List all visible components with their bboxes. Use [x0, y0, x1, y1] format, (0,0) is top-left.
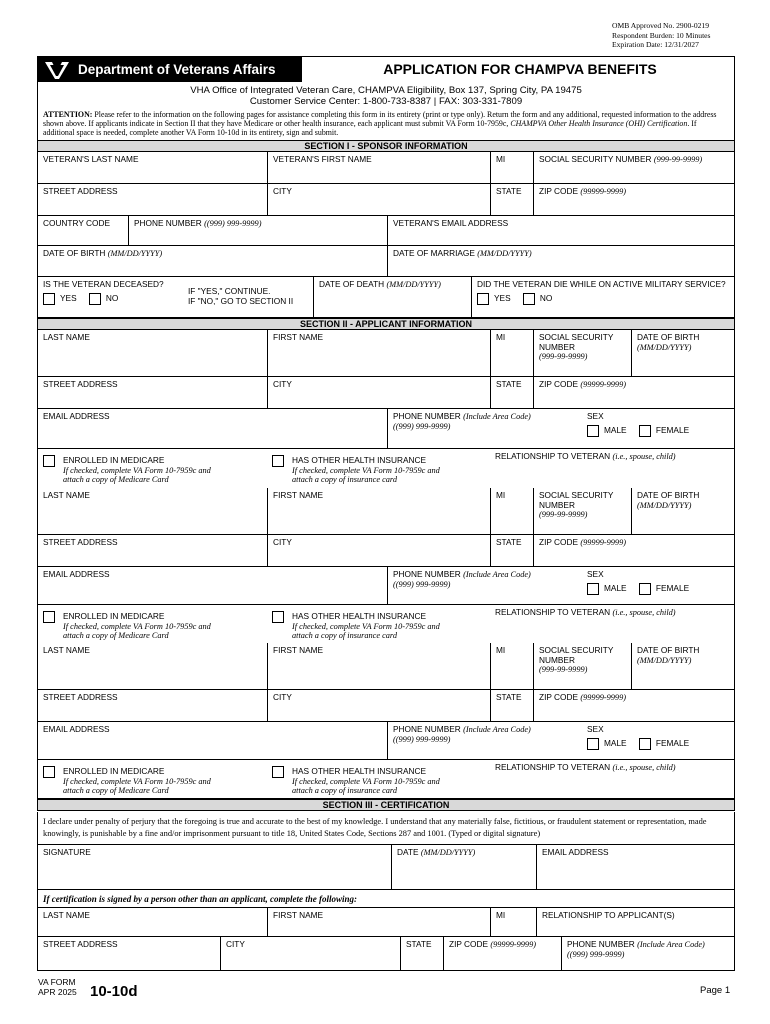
- applicant-1-last-name[interactable]: LAST NAME: [43, 332, 90, 342]
- applicant-2-email[interactable]: EMAIL ADDRESS: [43, 569, 110, 579]
- applicant-2-mi[interactable]: MI: [490, 488, 533, 534]
- applicant-3-female-checkbox[interactable]: [639, 738, 651, 750]
- applicant-1-relationship[interactable]: RELATIONSHIP TO VETERAN (i.e., spouse, child): [495, 451, 676, 461]
- active-yes-option[interactable]: YES: [477, 293, 511, 305]
- signer-last-name[interactable]: LAST NAME: [43, 910, 90, 920]
- section-3-header: SECTION III - CERTIFICATION: [37, 799, 735, 811]
- attention-text-end: . If additional space is needed, complete another VA Form 10-10d in its entirety, sign and submit.: [43, 119, 697, 137]
- department-name: Department of Veterans Affairs: [78, 62, 276, 77]
- signer-state[interactable]: STATE: [400, 937, 443, 970]
- active-service-question: DID THE VETERAN DIE WHILE ON ACTIVE MILITARY SERVICE? YES NO: [471, 277, 734, 317]
- attention-label: ATTENTION:: [43, 110, 93, 119]
- applicant-2-state[interactable]: STATE: [490, 535, 533, 566]
- applicant-2-medicare[interactable]: ENROLLED IN MEDICARE If checked, complete VA Form 10-7959c and attach a copy of Medicare Card: [38, 605, 267, 643]
- applicant-2-female-option[interactable]: FEMALE: [639, 583, 689, 595]
- contact-line: Customer Service Center: 1-800-733-8387 | FAX: 303-331-7809: [249, 96, 523, 107]
- applicant-3-dob[interactable]: DATE OF BIRTH (MM/DD/YYYY): [631, 643, 734, 689]
- applicant-2-zip[interactable]: ZIP CODE (99999-9999): [533, 535, 734, 566]
- country-code-field[interactable]: COUNTRY CODE: [43, 218, 110, 228]
- applicant-2-phone[interactable]: PHONE NUMBER (Include Area Code) ((999) 999-9999): [387, 567, 582, 604]
- ohi-form-title: CHAMPVA Other Health Insurance (OHI) Certification: [510, 119, 688, 128]
- veteran-dob-field[interactable]: DATE OF BIRTH (MM/DD/YYYY): [43, 248, 163, 258]
- active-no-option[interactable]: NO: [523, 293, 552, 305]
- veteran-street-field[interactable]: STREET ADDRESS: [43, 186, 118, 196]
- applicant-1-street[interactable]: STREET ADDRESS: [43, 379, 118, 389]
- applicant-1-first-name[interactable]: FIRST NAME: [267, 330, 490, 376]
- respondent-burden: Respondent Burden: 10 Minutes: [612, 30, 711, 40]
- address-line: VHA Office of Integrated Veteran Care, CHAMPVA Eligibility, Box 137, Spring City, PA 19475: [190, 85, 582, 96]
- signer-mi[interactable]: MI: [490, 908, 536, 936]
- applicant-2-contact-row: [37, 567, 735, 605]
- form-title: APPLICATION FOR CHAMPVA BENEFITS: [383, 61, 657, 77]
- veteran-state-field[interactable]: STATE: [490, 184, 533, 215]
- form-number: 10-10d: [90, 983, 138, 1000]
- applicant-3-ohi-checkbox[interactable]: [272, 766, 284, 778]
- applicant-3-zip[interactable]: ZIP CODE (99999-9999): [533, 690, 734, 721]
- signer-relationship[interactable]: RELATIONSHIP TO APPLICANT(S): [536, 908, 734, 936]
- applicant-3-contact-row: [37, 722, 735, 760]
- signer-phone[interactable]: PHONE NUMBER (Include Area Code) ((999) 999-9999): [561, 937, 734, 970]
- applicant-1-ohi-checkbox[interactable]: [272, 455, 284, 467]
- signer-first-name[interactable]: FIRST NAME: [267, 908, 490, 936]
- applicant-1-address-row: [37, 377, 735, 409]
- veteran-phone-field[interactable]: PHONE NUMBER ((999) 999-9999): [128, 216, 387, 245]
- applicant-1-medicare[interactable]: ENROLLED IN MEDICARE If checked, complete VA Form 10-7959c and attach a copy of Medicare Card: [38, 449, 267, 488]
- applicant-3-male-option[interactable]: MALE: [587, 738, 627, 750]
- deceased-no-checkbox[interactable]: [89, 293, 101, 305]
- other-signer-name-row: [37, 907, 735, 937]
- active-yes-checkbox[interactable]: [477, 293, 489, 305]
- applicant-1-name-row: [37, 330, 735, 377]
- applicant-1-contact-row: [37, 409, 735, 449]
- applicant-1-email[interactable]: EMAIL ADDRESS: [43, 411, 110, 421]
- date-of-marriage-field[interactable]: DATE OF MARRIAGE (MM/DD/YYYY): [387, 246, 734, 276]
- applicant-3-last-name[interactable]: LAST NAME: [43, 645, 90, 655]
- other-signer-note: If certification is signed by a person other than an applicant, complete the following:: [37, 890, 735, 907]
- applicant-2-female-checkbox[interactable]: [639, 583, 651, 595]
- applicant-1-sex: SEX MALE FEMALE: [587, 411, 690, 435]
- applicant-2-sex: SEX MALE FEMALE: [587, 569, 690, 593]
- applicant-2-insurance-row: [37, 605, 735, 643]
- form-header: [37, 56, 735, 82]
- veteran-mi-field[interactable]: MI: [490, 152, 533, 183]
- applicant-1-female-option[interactable]: FEMALE: [639, 425, 689, 437]
- omb-number: OMB Approved No. 2900-0219: [612, 21, 710, 30]
- deceased-yes-option[interactable]: YES: [43, 293, 77, 305]
- applicant-3-insurance-row: [37, 760, 735, 799]
- section-1-header: SECTION I - SPONSOR INFORMATION: [37, 140, 735, 152]
- applicant-2-male-option[interactable]: MALE: [587, 583, 627, 595]
- sponsor-address-row: [37, 184, 735, 216]
- omb-info: [612, 21, 711, 50]
- deceased-yes-checkbox[interactable]: [43, 293, 55, 305]
- applicant-1-female-checkbox[interactable]: [639, 425, 651, 437]
- applicant-1-state[interactable]: STATE: [490, 377, 533, 408]
- applicant-1-zip[interactable]: ZIP CODE (99999-9999): [533, 377, 734, 408]
- applicant-3-city[interactable]: CITY: [267, 690, 490, 721]
- applicant-1-medicare-checkbox[interactable]: [43, 455, 55, 467]
- applicant-2-relationship[interactable]: RELATIONSHIP TO VETERAN (i.e., spouse, child): [495, 607, 676, 617]
- date-of-death-field[interactable]: DATE OF DEATH (MM/DD/YYYY): [313, 277, 471, 317]
- applicant-3-email[interactable]: EMAIL ADDRESS: [43, 724, 110, 734]
- applicant-2-name-row: [37, 488, 735, 535]
- form-footer: [38, 978, 77, 997]
- attention-text: Please refer to the information on the following pages for assistance completing this form in its entirety (print or type only). Return the form and any additional, requested information to the address shown above. If applicants indicate in Section II that they have Medicare or other health insurance, each applicant must submit VA Form 10-7959c,: [43, 110, 717, 128]
- sponsor-contact-row: [37, 216, 735, 246]
- applicant-3-phone[interactable]: PHONE NUMBER (Include Area Code) ((999) 999-9999): [387, 722, 582, 759]
- signer-city[interactable]: CITY: [220, 937, 400, 970]
- page-number: Page 1: [700, 985, 731, 996]
- applicant-3-name-row: [37, 643, 735, 690]
- veteran-email-field[interactable]: VETERAN'S EMAIL ADDRESS: [387, 216, 734, 245]
- applicant-2-ohi-checkbox[interactable]: [272, 611, 284, 623]
- mailing-address: [37, 82, 735, 108]
- sponsor-deceased-row: [37, 277, 735, 318]
- applicant-2-address-row: [37, 535, 735, 567]
- veteran-zip-field[interactable]: ZIP CODE (99999-9999): [533, 184, 734, 215]
- certification-statement: I declare under penalty of perjury that the foregoing is true and accurate to the best of my knowledge. I understand that any materially false, fictitious, or fraudulent statement or representation, made knowingly, is punishable by a fine and/or imprisonment pursuant to title 18, United States Code, Sections 287 and 1001. (Typed or digital signature): [37, 812, 735, 845]
- applicant-3-ssn[interactable]: SOCIAL SECURITY NUMBER (999-99-9999): [533, 643, 631, 689]
- applicant-2-medicare-checkbox[interactable]: [43, 611, 55, 623]
- signer-zip[interactable]: ZIP CODE (99999-9999): [443, 937, 561, 970]
- sponsor-dates-row: [37, 246, 735, 277]
- veteran-first-name-field[interactable]: VETERAN'S FIRST NAME: [267, 152, 490, 183]
- applicant-3-relationship[interactable]: RELATIONSHIP TO VETERAN (i.e., spouse, child): [495, 762, 676, 772]
- applicant-1-ohi[interactable]: HAS OTHER HEALTH INSURANCE If checked, complete VA Form 10-7959c and attach a copy of insurance card: [267, 449, 490, 488]
- signer-email-field[interactable]: EMAIL ADDRESS: [536, 845, 734, 889]
- applicant-3-male-checkbox[interactable]: [587, 738, 599, 750]
- applicant-3-first-name[interactable]: FIRST NAME: [267, 643, 490, 689]
- form-date: APR 2025: [38, 986, 77, 997]
- applicant-3-address-row: [37, 690, 735, 722]
- applicant-3-female-option[interactable]: FEMALE: [639, 738, 689, 750]
- applicant-2-first-name[interactable]: FIRST NAME: [267, 488, 490, 534]
- applicant-2-last-name[interactable]: LAST NAME: [43, 490, 90, 500]
- signature-field[interactable]: SIGNATURE: [43, 847, 91, 857]
- applicant-1-ssn[interactable]: SOCIAL SECURITY NUMBER (999-99-9999): [533, 330, 631, 376]
- signer-street[interactable]: STREET ADDRESS: [43, 939, 118, 949]
- applicant-3-ohi[interactable]: HAS OTHER HEALTH INSURANCE If checked, complete VA Form 10-7959c and attach a copy of insurance card: [267, 760, 490, 798]
- va-form-label: VA FORM: [38, 977, 76, 987]
- active-no-checkbox[interactable]: [523, 293, 535, 305]
- va-banner: [38, 57, 302, 82]
- deceased-question: IS THE VETERAN DECEASED? YES NO: [43, 279, 164, 303]
- applicant-2-dob[interactable]: DATE OF BIRTH (MM/DD/YYYY): [631, 488, 734, 534]
- va-seal-icon: [42, 59, 72, 81]
- deceased-instructions: IF "YES," CONTINUE. IF "NO," GO TO SECTION II: [188, 286, 294, 306]
- applicant-2-male-checkbox[interactable]: [587, 583, 599, 595]
- expiration-date: Expiration Date: 12/31/2027: [612, 40, 699, 50]
- section-2-header: SECTION II - APPLICANT INFORMATION: [37, 318, 735, 330]
- applicant-3-street[interactable]: STREET ADDRESS: [43, 692, 118, 702]
- applicant-1-male-option[interactable]: MALE: [587, 425, 627, 437]
- veteran-last-name-field[interactable]: VETERAN'S LAST NAME: [43, 154, 139, 164]
- attention-notice: [37, 108, 735, 140]
- other-signer-address-row: [37, 937, 735, 971]
- applicant-3-medicare-checkbox[interactable]: [43, 766, 55, 778]
- signature-row: [37, 845, 735, 890]
- signature-date-field[interactable]: DATE (MM/DD/YYYY): [391, 845, 536, 889]
- applicant-3-mi[interactable]: MI: [490, 643, 533, 689]
- applicant-1-phone[interactable]: PHONE NUMBER (Include Area Code) ((999) 999-9999): [387, 409, 582, 448]
- applicant-2-ohi[interactable]: HAS OTHER HEALTH INSURANCE If checked, complete VA Form 10-7959c and attach a copy of insurance card: [267, 605, 490, 643]
- sponsor-name-row: [37, 152, 735, 184]
- veteran-city-field[interactable]: CITY: [267, 184, 490, 215]
- veteran-ssn-field[interactable]: SOCIAL SECURITY NUMBER (999-99-9999): [533, 152, 734, 183]
- applicant-3-medicare[interactable]: ENROLLED IN MEDICARE If checked, complete VA Form 10-7959c and attach a copy of Medicare Card: [38, 760, 267, 798]
- applicant-1-city[interactable]: CITY: [267, 377, 490, 408]
- applicant-1-mi[interactable]: MI: [490, 330, 533, 376]
- applicant-2-ssn[interactable]: SOCIAL SECURITY NUMBER (999-99-9999): [533, 488, 631, 534]
- applicant-3-sex: SEX MALE FEMALE: [587, 724, 690, 748]
- applicant-1-dob[interactable]: DATE OF BIRTH (MM/DD/YYYY): [631, 330, 734, 376]
- applicant-3-state[interactable]: STATE: [490, 690, 533, 721]
- applicant-1-male-checkbox[interactable]: [587, 425, 599, 437]
- applicant-2-city[interactable]: CITY: [267, 535, 490, 566]
- applicant-1-insurance-row: [37, 449, 735, 488]
- deceased-no-option[interactable]: NO: [89, 293, 118, 305]
- applicant-2-street[interactable]: STREET ADDRESS: [43, 537, 118, 547]
